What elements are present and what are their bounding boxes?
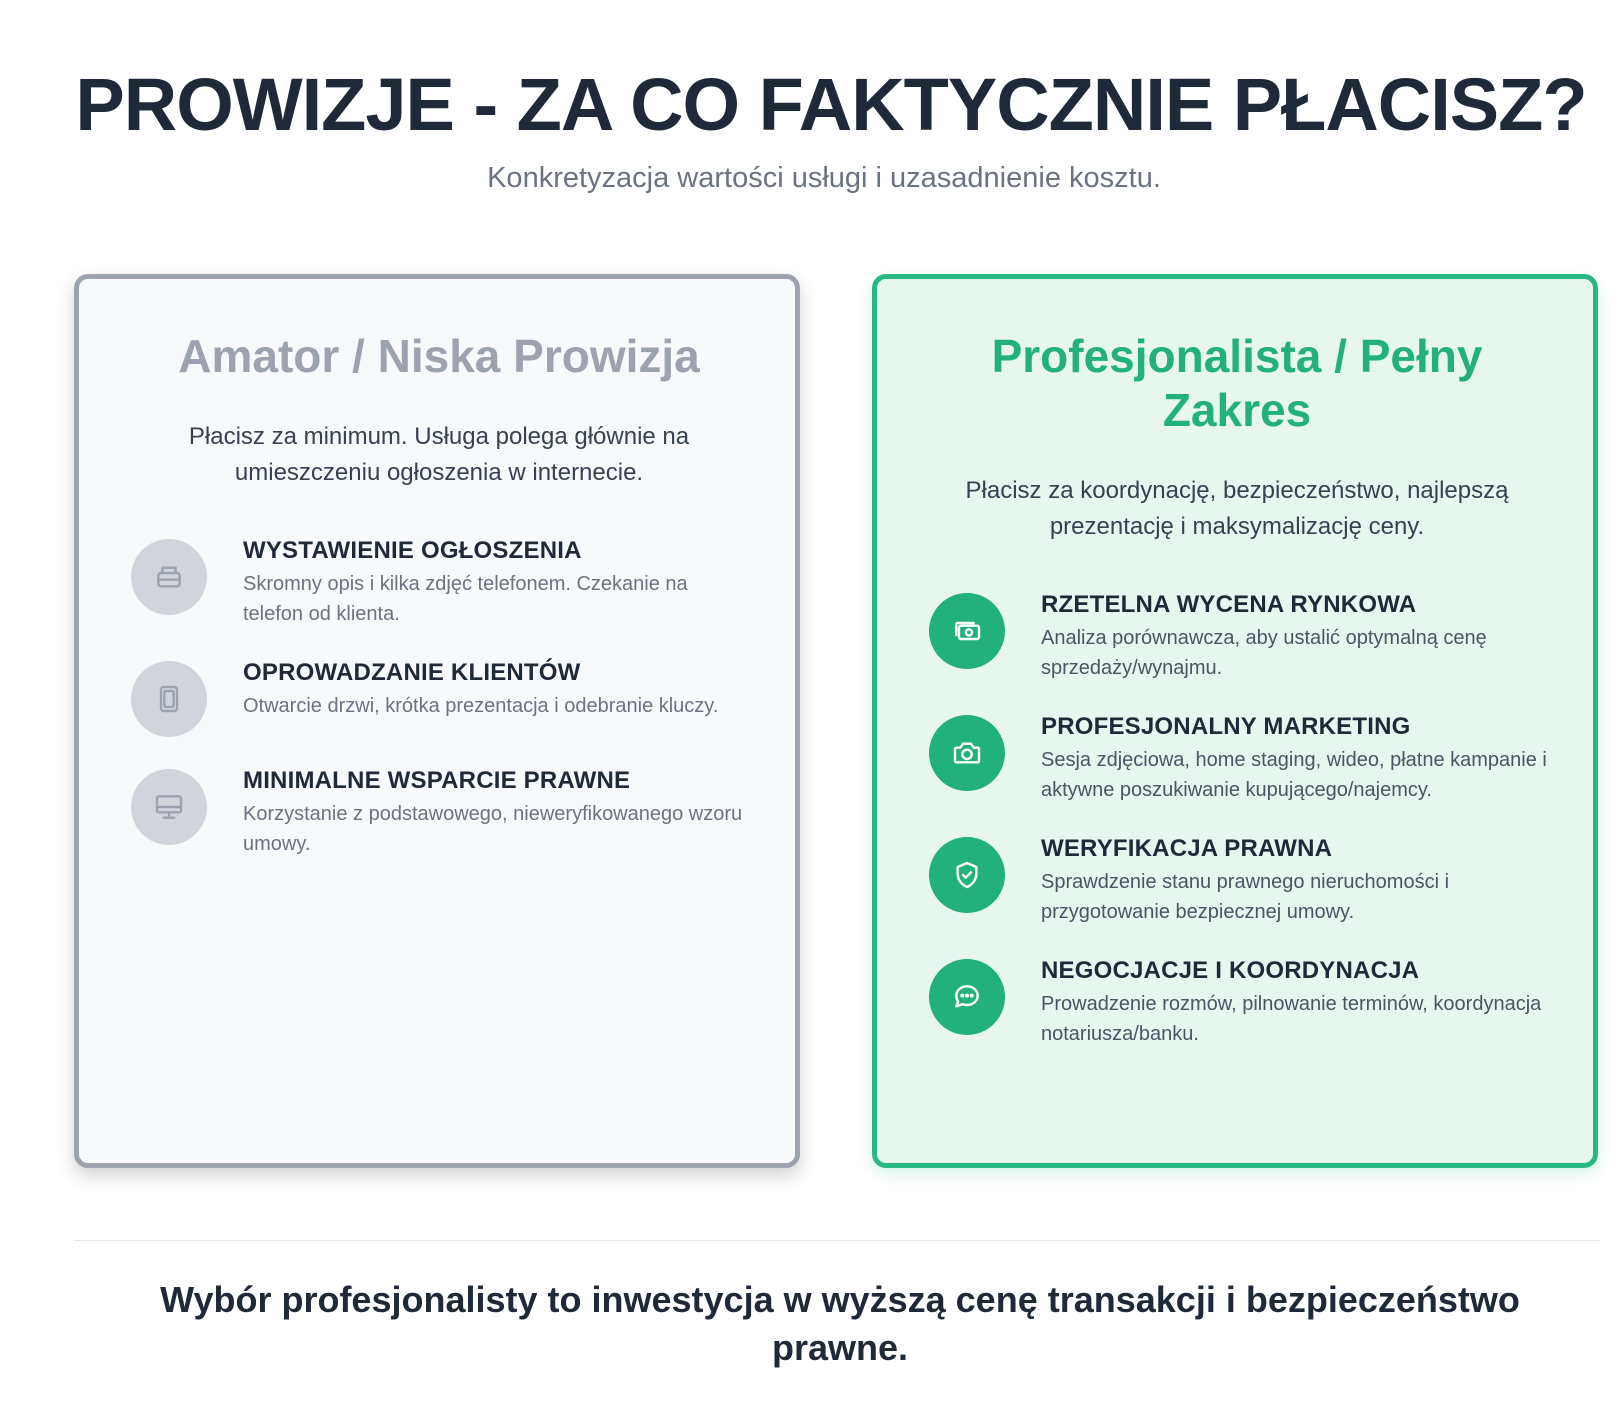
feature-title: WERYFIKACJA PRAWNA <box>1041 835 1333 862</box>
feature-description: Skromny opis i kilka zdjęć telefonem. Czekanie na telefon od klienta. <box>243 573 688 625</box>
divider <box>74 1240 1600 1241</box>
feature-item <box>925 711 1549 805</box>
pro-card-title: Profesjonalista / Pełny Zakres <box>991 330 1483 436</box>
pro-feature-list <box>925 589 1549 1049</box>
pro-card <box>872 274 1598 1168</box>
door-icon <box>131 661 207 737</box>
feature-item <box>127 535 751 629</box>
footer-statement: Wybór profesjonalisty to inwestycja w wyższą cenę transakcji i bezpieczeństwo prawne. <box>160 1279 1520 1368</box>
feature-item <box>925 833 1549 927</box>
amateur-card-title: Amator / Niska Prowizja <box>178 330 700 382</box>
feature-description: Otwarcie drzwi, krótka prezentacja i odebranie kluczy. <box>243 695 719 717</box>
feature-title: PROFESJONALNY MARKETING <box>1041 713 1411 740</box>
feature-title: MINIMALNE WSPARCIE PRAWNE <box>243 767 631 794</box>
feature-description: Sprawdzenie stanu prawnego nieruchomości i przygotowanie bezpiecznej umowy. <box>1041 871 1450 923</box>
feature-description: Prowadzenie rozmów, pilnowanie terminów, koordynacja notariusza/banku. <box>1041 993 1542 1045</box>
amateur-feature-list <box>127 535 751 859</box>
page-subtitle: Konkretyzacja wartości usługi i uzasadnienie kosztu. <box>487 162 1161 194</box>
money-icon <box>929 593 1005 669</box>
feature-title: OPROWADZANIE KLIENTÓW <box>243 659 581 686</box>
page-title: PROWIZJE - ZA CO FAKTYCZNIE PŁACISZ? <box>75 63 1587 146</box>
feature-title: WYSTAWIENIE OGŁOSZENIA <box>243 537 582 564</box>
feature-description: Korzystanie z podstawowego, nieweryfikowanego wzoru umowy. <box>243 803 743 855</box>
printer-icon <box>131 539 207 615</box>
feature-title: RZETELNA WYCENA RYNKOWA <box>1041 591 1417 618</box>
monitor-icon <box>131 769 207 845</box>
feature-item <box>127 657 751 737</box>
feature-title: NEGOCJACJE I KOORDYNACJA <box>1041 957 1420 984</box>
feature-item <box>127 765 751 859</box>
pro-card-description: Płacisz za koordynację, bezpieczeństwo, najlepszą prezentację i maksymalizację ceny. <box>965 477 1509 540</box>
shield-check-icon <box>929 837 1005 913</box>
feature-item <box>925 589 1549 683</box>
feature-description: Sesja zdjęciowa, home staging, wideo, płatne kampanie i aktywne poszukiwanie kupującego/najemcy. <box>1041 749 1547 801</box>
feature-description: Analiza porównawcza, aby ustalić optymalną cenę sprzedaży/wynajmu. <box>1041 627 1487 679</box>
amateur-card-description: Płacisz za minimum. Usługa polega głównie na umieszczeniu ogłoszenia w internecie. <box>188 423 690 486</box>
amateur-card <box>74 274 800 1168</box>
chat-icon <box>929 959 1005 1035</box>
camera-icon <box>929 715 1005 791</box>
feature-item <box>925 955 1549 1049</box>
